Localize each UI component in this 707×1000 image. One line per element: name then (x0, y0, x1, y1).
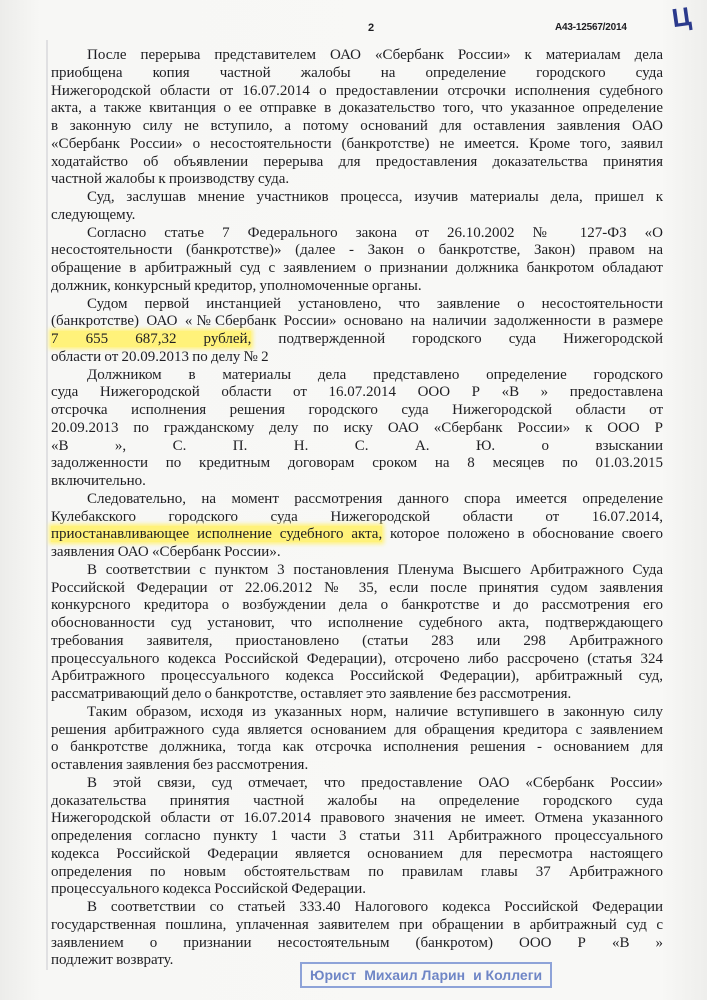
paragraph (51, 47, 663, 189)
text-line: в законную силу не вступило, а потому оснований для оставления заявления ОАО (51, 118, 663, 134)
text-line: акта, а также квитанция о ее отправке в доказательство того, что указанное определение (51, 100, 663, 117)
text-line: области от 20.09.2013 по делу № 2 (51, 348, 269, 365)
text-line: решения арбитражного суда является основанием для обращения кредитора с заявлением (51, 721, 663, 738)
scan-edge (46, 40, 48, 970)
text-line: заявлением о признании несостоятельным (банкротом) ООО Р «В » (51, 934, 663, 951)
text-line: конкурсного кредитора о возбуждении дела о банкротстве и до рассмотрения его (51, 597, 663, 614)
text-line: Нижегородской области от 16.07.2014 правового значения не имеет. Отмена указанного (51, 810, 663, 827)
text-line: В этой связи, суд отмечает, что предоставление ОАО «Сбербанк России» (87, 774, 663, 791)
text-line: Кулебакского городского суда Нижегородской области от 16.07.2014, (51, 508, 663, 525)
page-number: 2 (368, 22, 375, 34)
text-line: обращение в арбитражный суд с заявлением о признании должника банкротом обладают (51, 260, 663, 276)
text-line: определения по новым обстоятельствам по правилам главы 37 Арбитражного (51, 863, 663, 880)
text-line: Судом первой инстанцией установлено, что заявление о несостоятельности (87, 295, 663, 312)
text-line: Арбитражного процессуального кодекса Российской Федерации), арбитражный суд, (51, 668, 663, 685)
text-line: рассматривающий дело о банкротстве, оставляет это заявление без рассмотрения. (51, 686, 572, 702)
text-line: Таким образом, исходя из указанных норм, наличие вступившего в законную силу (87, 703, 663, 720)
highlighted-text: 7 655 687,32 рублей, (51, 331, 252, 347)
paragraph (51, 367, 663, 491)
document-body (51, 47, 663, 970)
text-line: (банкротстве) ОАО «№Сбербанк России» основано на наличии задолженности в размере (51, 313, 663, 330)
text-line: ходатайство об объявлении перерыва для предоставления доказательства принятия (51, 153, 663, 170)
text-line: В соответствии со статьей 333.40 Налогового кодекса Российской Федерации (87, 899, 663, 915)
text-line: оставления заявления без рассмотрения. (51, 757, 309, 773)
text-span: которое положено в обоснование своего (382, 526, 663, 543)
paragraph (51, 189, 663, 225)
text-line: следующему. (51, 206, 136, 223)
stamp-line: Михаил Ларин (364, 967, 466, 983)
text-line: 20.09.2013 по гражданскому делу по иску ОАО «Сбербанк России» к ООО Р (51, 419, 663, 436)
text-line: Российской Федерации от 22.06.2012 № 35, если после принятия судом заявления (51, 579, 663, 596)
text-line: частной жалобы к производству суда. (51, 171, 290, 188)
highlighted-text: приостанавливающее исполнение судебного акта, (51, 526, 383, 543)
text-line: должник, конкурсный кредитор, уполномоченные органы. (51, 277, 422, 294)
paragraph (51, 491, 663, 562)
text-line: включительно. (51, 473, 146, 489)
paragraph (51, 225, 663, 296)
text-line (51, 526, 663, 544)
watermark-stamp (300, 962, 552, 988)
text-line: Нижегородской области от 16.07.2014 о предоставлении отсрочки исполнения судебного (51, 82, 663, 99)
text-line: обоснованности суд установит, что исполнение судебного акта, подтверждающего (51, 615, 663, 631)
case-number: А43-12567/2014 (555, 22, 627, 33)
text-line: Должником в материалы дела представлено определение городского (87, 366, 663, 383)
stamp-line: Юрист (310, 967, 357, 983)
text-line: суда Нижегородской области от 16.07.2014 ООО Р «В » предоставлена (51, 384, 663, 401)
paragraph (51, 562, 663, 704)
text-span: подтвержденной городского суда Нижегородской (251, 331, 663, 347)
text-line: задолженности по кредитным договорам сроком на 8 месяцев по 01.03.2015 (51, 455, 663, 472)
text-line (51, 331, 663, 349)
text-line: несостоятельности (банкротстве)» (далее - Закон о банкротстве, Закон) правом на (51, 242, 663, 259)
text-line: «Сбербанк России» о несостоятельности (банкротстве) не имеется. Кроме того, заявил (51, 135, 663, 152)
text-line: подлежит возврату. (51, 952, 174, 969)
text-line: «В », С. П. Н. С. А. Ю. о взыскании (51, 437, 663, 454)
text-line: процессуального кодекса Российской Федерации), отсрочено либо рассрочено (статья 324 (51, 650, 663, 667)
text-line: приобщена копия частной жалобы на определение городского суда (51, 64, 663, 81)
paragraph (51, 296, 663, 367)
text-line: В соответствии с пунктом 3 постановления Пленума Высшего Арбитражного Суда (87, 561, 663, 578)
paragraph (51, 704, 663, 775)
text-line: требования заявителя, приостановлено (статьи 283 или 298 Арбитражного (51, 632, 663, 649)
paragraph (51, 899, 663, 970)
text-line: заявления ОАО «Сбербанк России». (51, 544, 281, 560)
paragraph (51, 775, 663, 899)
text-line: процессуального кодекса Российской Федерации. (51, 881, 366, 898)
text-line: После перерыва представителем ОАО «Сбербанк России» к материалам дела (87, 47, 663, 63)
text-line: государственная пошлина, уплаченная заявителем при обращении в арбитражный суд с (51, 916, 663, 933)
stamp-line: и Коллеги (473, 967, 543, 983)
text-line: кодекса Российской Федерации является основанием для пересмотра настоящего (51, 845, 663, 862)
text-line: Следовательно, на момент рассмотрения данного спора имеется определение (87, 490, 663, 507)
text-line: определения согласно пункту 1 части 3 статьи 311 Арбитражного процессуального (51, 828, 663, 844)
text-line: отсрочка исполнения решения городского суда Нижегородской области от (51, 402, 663, 418)
text-line: Суд, заслушав мнение участников процесса, изучив материалы дела, пришел к (87, 189, 663, 205)
text-line: о банкротстве должника, тогда как отсрочка исполнения решения - основанием для (51, 739, 663, 756)
corner-mark: Ц (669, 0, 693, 34)
text-line: доказательства принятия частной жалобы на определение городского суда (51, 792, 663, 809)
text-line: Согласно статье 7 Федерального закона от 26.10.2002 № 127-ФЗ «О (87, 224, 663, 241)
